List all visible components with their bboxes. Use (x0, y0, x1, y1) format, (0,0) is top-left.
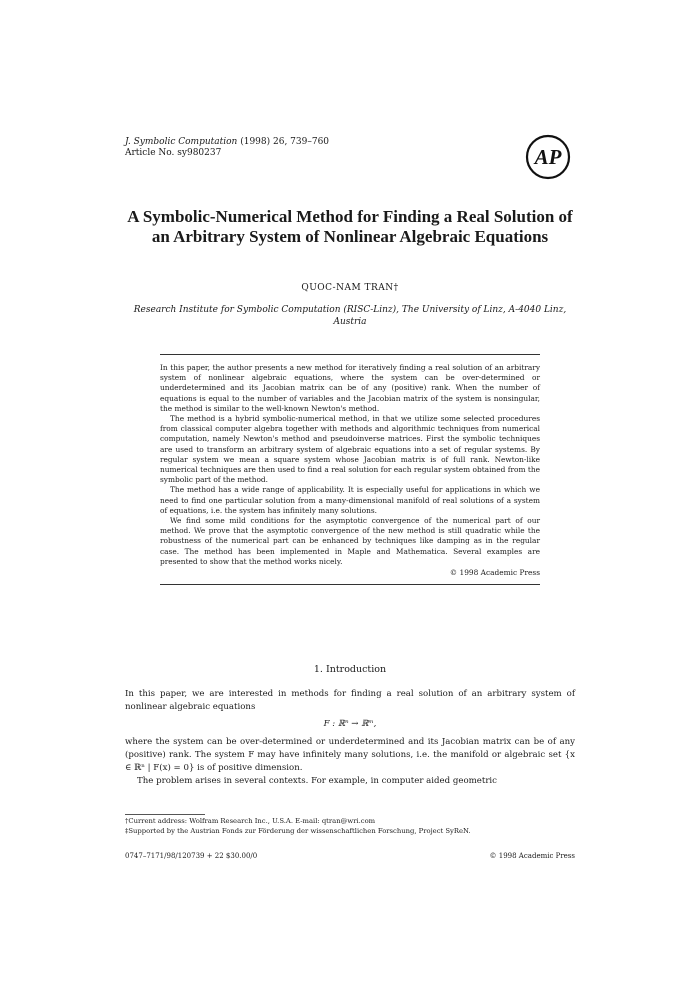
abstract-copyright: © 1998 Academic Press (449, 568, 540, 578)
abstract-paragraph: In this paper, the author presents a new method for iteratively finding a real solution of an arbitrary system of nonlinear algebraic equations, where the system can be over-determined or underdetermined and its Jacobian matrix can be of any (positive) rank. When the number of equations is equal to the number of variables and the Jacobian matrix of the system is nonsingular, the method is similar to the well-known Newton's method. (160, 363, 540, 413)
footer-copyright: © 1998 Academic Press (489, 852, 575, 860)
body-text (125, 688, 575, 788)
author-name: QUOC-NAM TRAN† (301, 283, 399, 293)
author-affiliation: Research Institute for Symbolic Computation (RISC-Linz), The University of Linz, A-4040 Linz, Austria (133, 305, 567, 327)
page-footer (125, 852, 575, 860)
body-paragraph: In this paper, we are interested in methods for finding a real solution of an arbitrary system of nonlinear algebraic equations (125, 689, 575, 712)
body-paragraph: where the system can be over-determined or underdetermined and its Jacobian matrix can be of any (positive) rank. The system F may have infinitely many solutions, i.e. the manifold or algebraic set {x ∈ ℝⁿ | F(x) = 0} is of positive dimension. (125, 737, 575, 773)
journal-header (125, 137, 329, 159)
paper-title: A Symbolic-Numerical Method for Finding a Real Solution of an Arbitrary System of Nonlinear Algebraic Equations (127, 207, 573, 246)
footnotes (125, 814, 575, 836)
publisher-logo (524, 133, 572, 181)
logo-letters: AP (534, 145, 562, 169)
journal-name: J. Symbolic Computation (125, 137, 238, 147)
footnote: ‡Supported by the Austrian Fonds zur Förderung der wissenschaftlichen Forschung, Project SyReN. (125, 826, 471, 835)
footnote-rule (125, 814, 205, 815)
journal-issue: (1998) 26, 739–760 (240, 137, 330, 147)
abstract-paragraph: The method is a hybrid symbolic-numerical method, in that we utilize some selected procedures from classical computer algebra together with methods and algorithmic techniques from numerical computation, namely Newton's method and pseudoinverse matrices. First the symbolic techniques are used to transform an arbitrary system of algebraic equations into a set of regular systems. By regular system we mean a square system whose Jacobian matrix is of full rank. Newton-like numerical techniques are then used to find a real solution for each regular system obtained from the symbolic part of the method. (160, 414, 540, 485)
display-equation: F : ℝⁿ → ℝᵐ, (323, 719, 377, 729)
issn-line: 0747–7171/98/120739 + 22 $30.00/0 (125, 852, 258, 860)
footnote: †Current address: Wolfram Research Inc., U.S.A. E-mail: qtran@wri.com (125, 817, 376, 825)
abstract-paragraph: The method has a wide range of applicability. It is especially useful for applications in which we need to find one particular solution from a many-dimensional manifold of real solutions of a system of equations, i.e. the system has infinitely many solutions. (160, 485, 540, 515)
abstract (160, 354, 540, 585)
section-heading: 1. Introduction (313, 664, 387, 675)
article-number: Article No. sy980237 (125, 148, 222, 158)
body-paragraph: The problem arises in several contexts. For example, in computer aided geometric (137, 776, 497, 786)
abstract-paragraph: We find some mild conditions for the asymptotic convergence of the numerical part of our method. We prove that the asymptotic convergence of the new method is still quadratic while the robustness of the numerical part can be enhanced by techniques like damping as in the regular case. The method has been implemented in Maple and Mathematica. Several examples are presented to show that the method works nicely. (160, 516, 540, 566)
